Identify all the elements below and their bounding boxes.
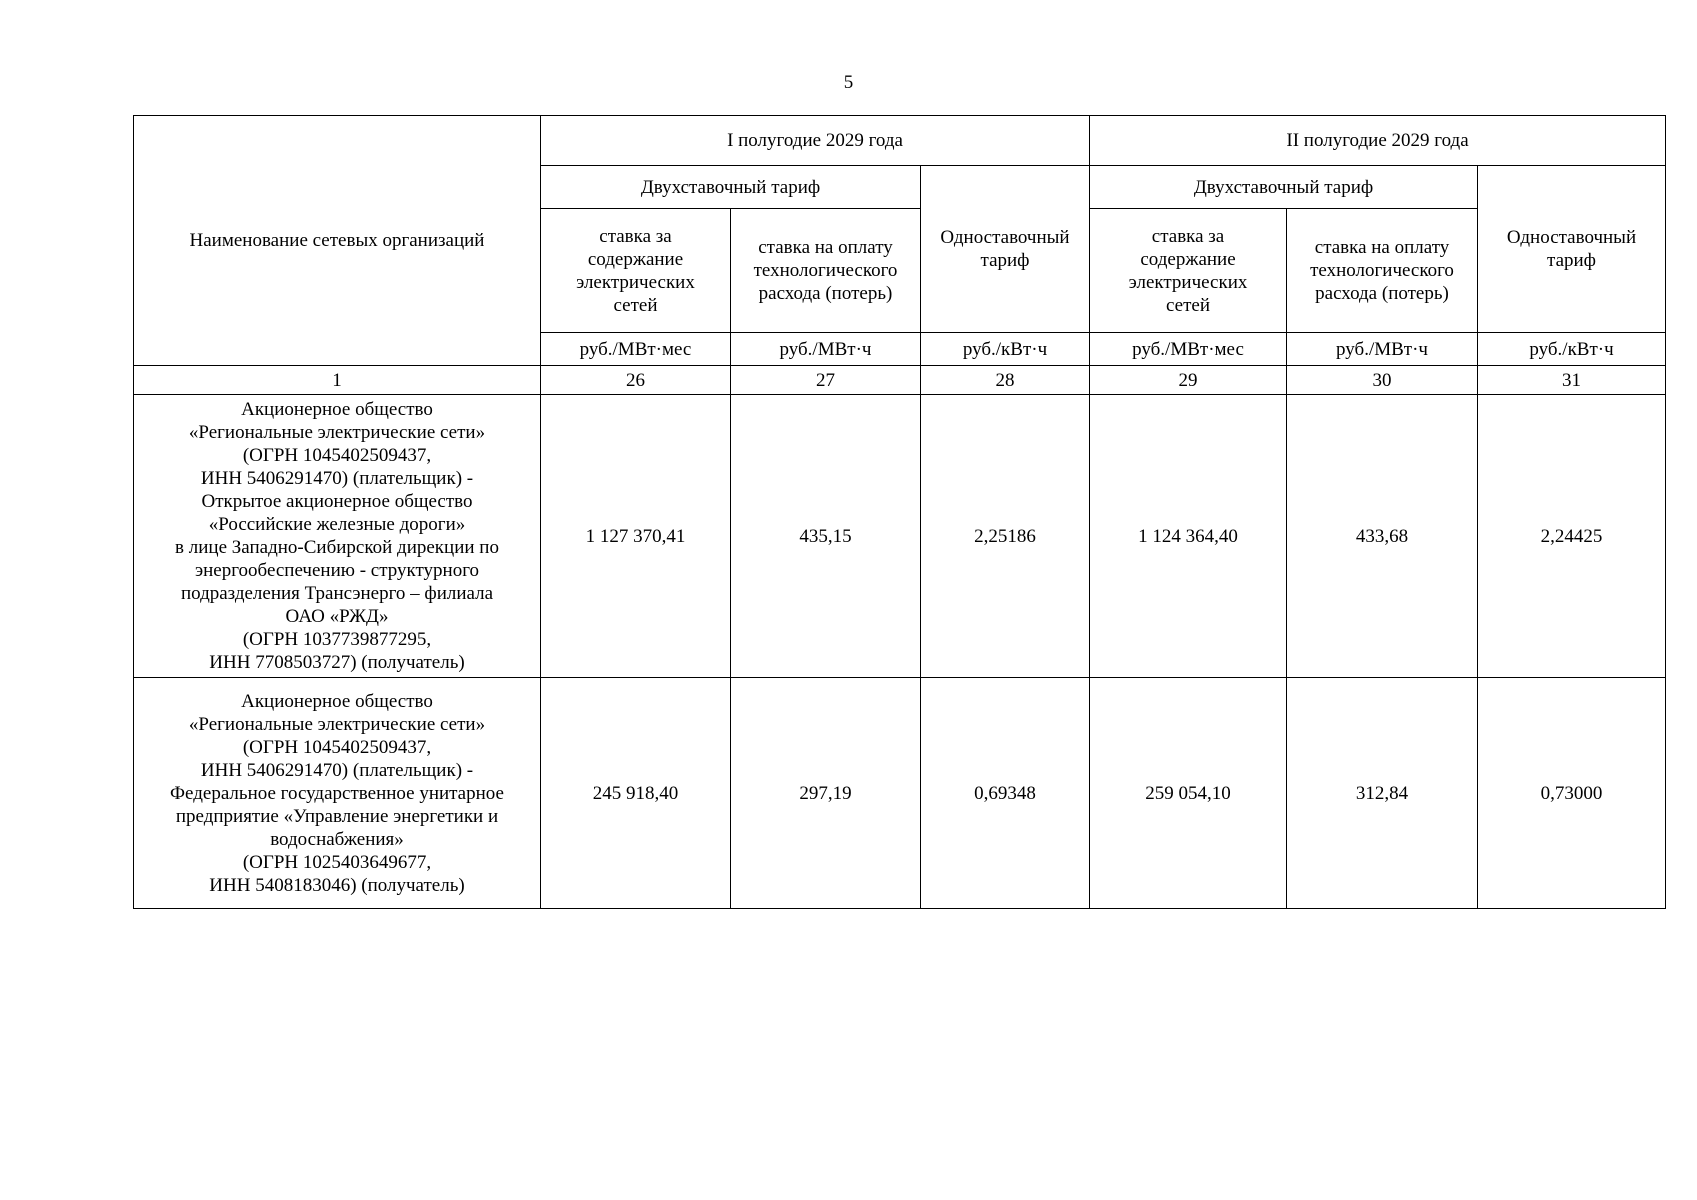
two-rate-header-1: Двухставочный тариф [541,166,921,209]
value-cell: 297,19 [731,678,921,909]
tariff-table [133,115,1666,909]
column-number: 31 [1478,366,1666,395]
losses-rate-header-2: ставка на оплату технологического расхода (потерь) [1287,209,1478,333]
maintenance-rate-header-1: ставка за содержание электрических сетей [541,209,731,333]
org-column-header: Наименование сетевых организаций [134,116,541,366]
period-1-header: I полугодие 2029 года [541,116,1090,166]
one-rate-header-2: Одноставочный тариф [1478,166,1666,333]
one-rate-header-1: Одноставочный тариф [921,166,1090,333]
maintenance-rate-header-2: ставка за содержание электрических сетей [1090,209,1287,333]
unit-one-rate-1: руб./кВт·ч [921,333,1090,366]
value-cell: 2,25186 [921,395,1090,678]
value-cell: 1 124 364,40 [1090,395,1287,678]
value-cell: 1 127 370,41 [541,395,731,678]
value-cell: 0,73000 [1478,678,1666,909]
unit-maintenance-1: руб./МВт·мес [541,333,731,366]
two-rate-header-2: Двухставочный тариф [1090,166,1478,209]
table-row [134,395,1666,678]
unit-one-rate-2: руб./кВт·ч [1478,333,1666,366]
org-name-cell: Акционерное общество «Региональные электрические сети» (ОГРН 1045402509437, ИНН 5406291470) (плательщик) - Открытое акционерное общество «Российские железные дороги» в лице Западно-Сибирской дирекции по энергообеспечению - структурного подразделения Трансэнерго – филиала ОАО «РЖД» (ОГРН 1037739877295, ИНН 7708503727) (получатель) [134,395,541,678]
unit-losses-2: руб./МВт·ч [1287,333,1478,366]
value-cell: 312,84 [1287,678,1478,909]
period-2-header: II полугодие 2029 года [1090,116,1666,166]
value-cell: 0,69348 [921,678,1090,909]
value-cell: 435,15 [731,395,921,678]
column-number: 28 [921,366,1090,395]
unit-maintenance-2: руб./МВт·мес [1090,333,1287,366]
column-number: 26 [541,366,731,395]
column-number: 29 [1090,366,1287,395]
column-number: 30 [1287,366,1478,395]
column-number: 1 [134,366,541,395]
org-name-cell: Акционерное общество «Региональные электрические сети» (ОГРН 1045402509437, ИНН 5406291470) (плательщик) - Федеральное государственное унитарное предприятие «Управление энергетики и водоснабжения» (ОГРН 1025403649677, ИНН 5408183046) (получатель) [134,678,541,909]
value-cell: 433,68 [1287,395,1478,678]
page-number: 5 [843,72,854,93]
value-cell: 2,24425 [1478,395,1666,678]
column-number-row [134,366,1666,395]
table-row [134,678,1666,909]
unit-losses-1: руб./МВт·ч [731,333,921,366]
losses-rate-header-1: ставка на оплату технологического расхода (потерь) [731,209,921,333]
value-cell: 245 918,40 [541,678,731,909]
column-number: 27 [731,366,921,395]
value-cell: 259 054,10 [1090,678,1287,909]
